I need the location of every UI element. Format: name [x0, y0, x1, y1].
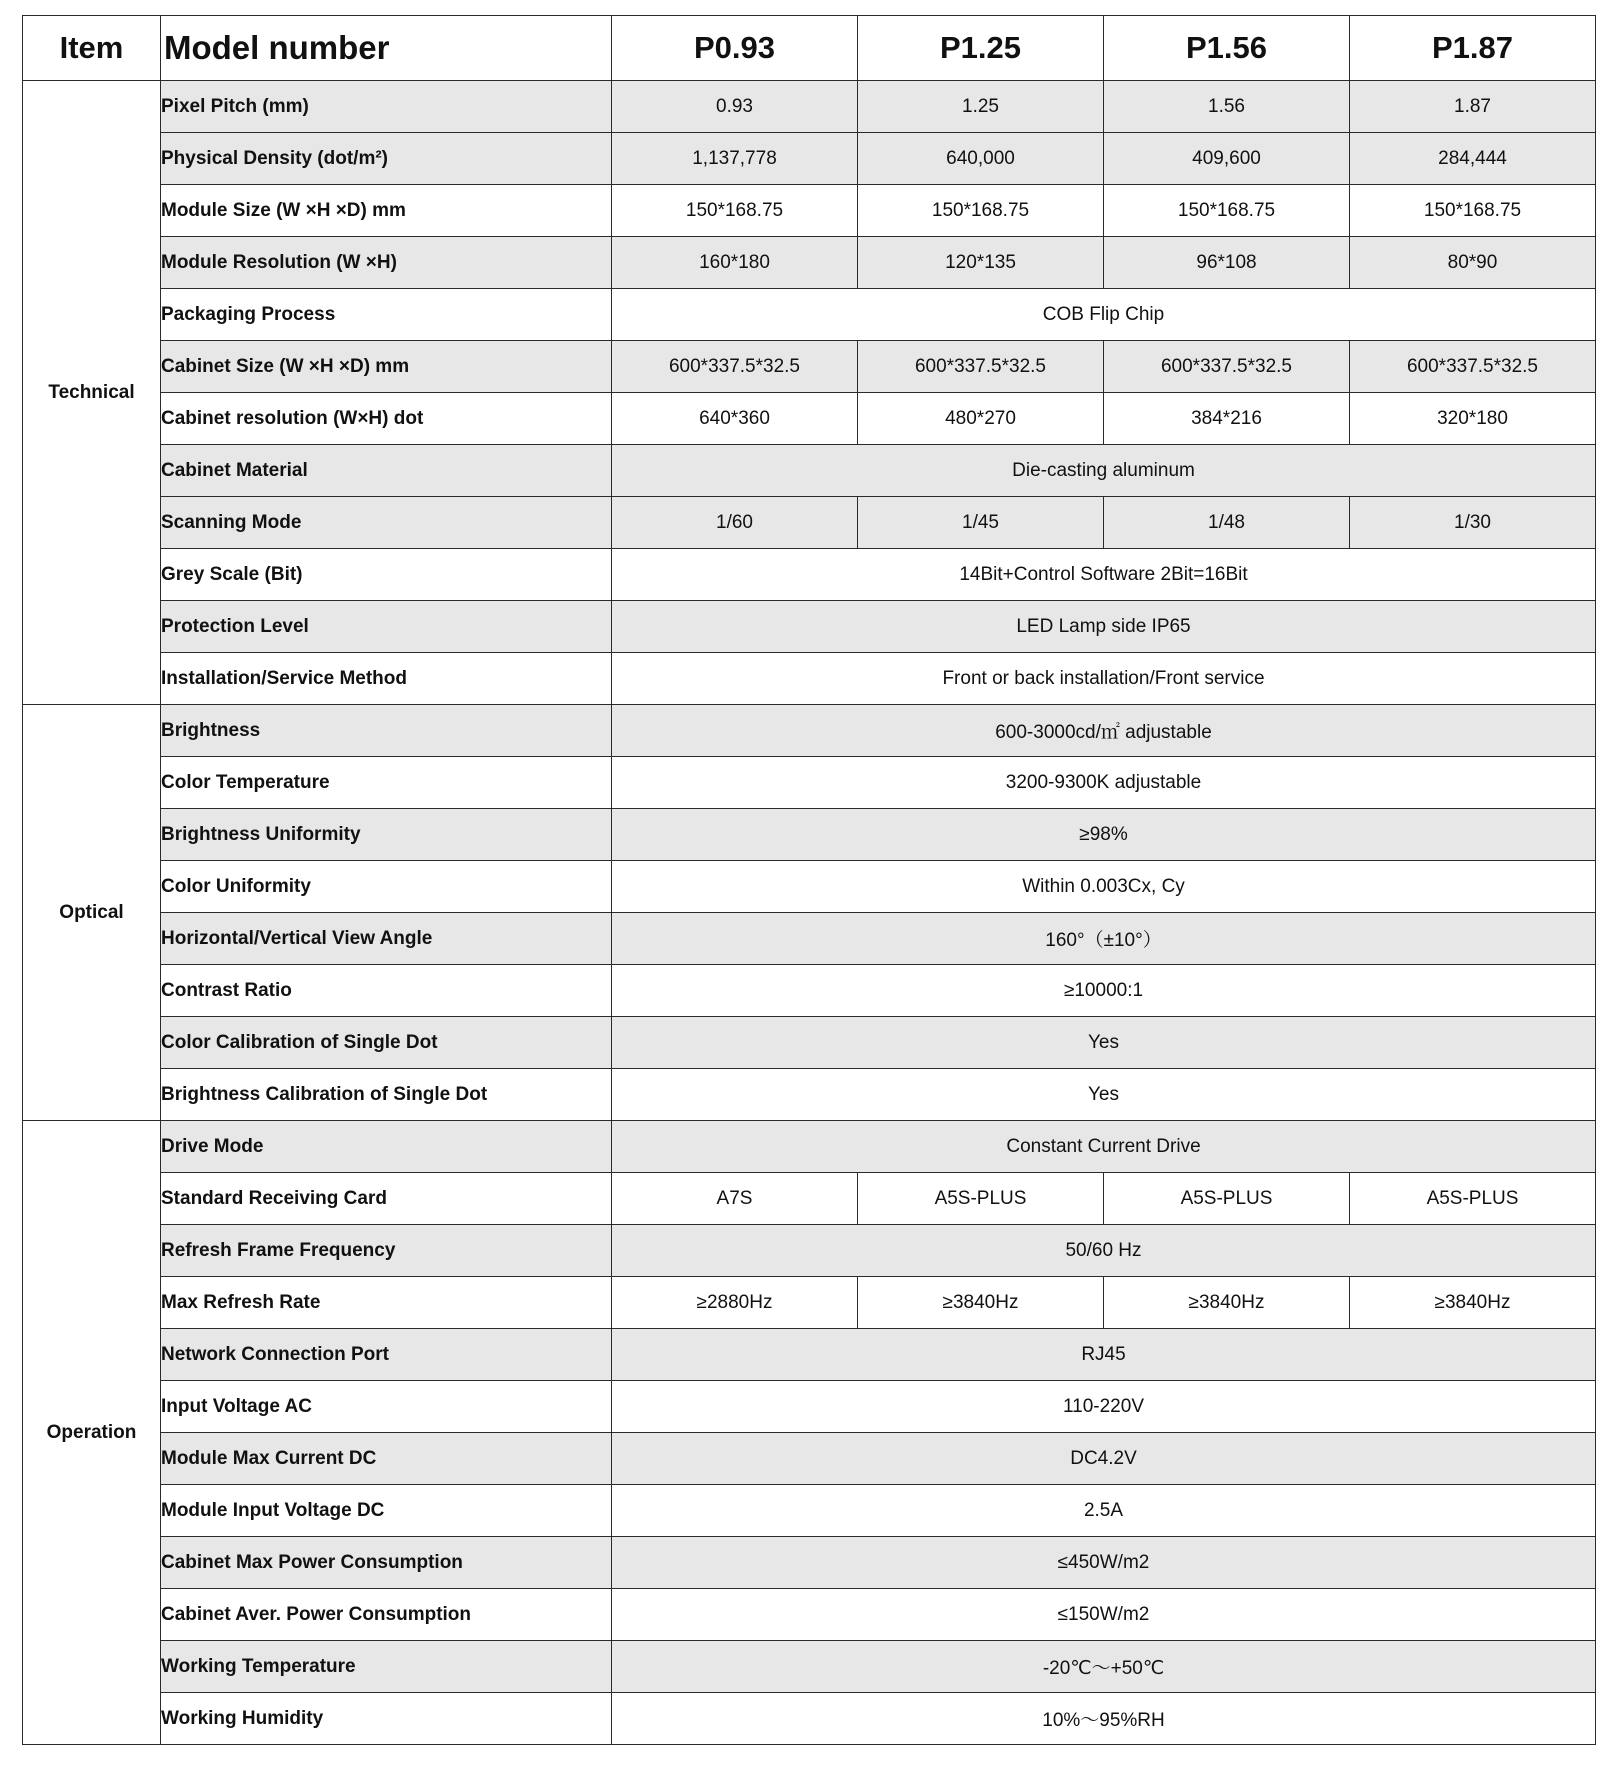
value-cell-shared: 160°（±10°）: [612, 913, 1596, 965]
table-row: [23, 705, 1596, 757]
value-cell: 600*337.5*32.5: [1350, 341, 1596, 393]
parameter-label: Physical Density (dot/m²): [161, 133, 612, 185]
table-row: [23, 1589, 1596, 1641]
parameter-label: Cabinet Aver. Power Consumption: [161, 1589, 612, 1641]
table-row: [23, 1381, 1596, 1433]
table-row: [23, 965, 1596, 1017]
group-label-technical: Technical: [23, 81, 161, 705]
parameter-label: Packaging Process: [161, 289, 612, 341]
value-cell: 1/30: [1350, 497, 1596, 549]
value-cell: 480*270: [858, 393, 1104, 445]
parameter-label: Refresh Frame Frequency: [161, 1225, 612, 1277]
value-cell-shared: Yes: [612, 1017, 1596, 1069]
table-row: [23, 289, 1596, 341]
table-row: [23, 1069, 1596, 1121]
parameter-label: Cabinet resolution (W×H) dot: [161, 393, 612, 445]
value-cell: 640*360: [612, 393, 858, 445]
table-row: [23, 1433, 1596, 1485]
value-cell: 1/60: [612, 497, 858, 549]
value-cell-shared: Constant Current Drive: [612, 1121, 1596, 1173]
value-cell: 150*168.75: [1350, 185, 1596, 237]
value-cell: 409,600: [1104, 133, 1350, 185]
table-row: [23, 757, 1596, 809]
table-row: [23, 81, 1596, 133]
value-cell-shared: COB Flip Chip: [612, 289, 1596, 341]
value-cell: 1,137,778: [612, 133, 858, 185]
parameter-label: Working Humidity: [161, 1693, 612, 1745]
table-row: [23, 237, 1596, 289]
value-cell: 1/48: [1104, 497, 1350, 549]
table-row: [23, 1329, 1596, 1381]
value-cell: 80*90: [1350, 237, 1596, 289]
value-cell-shared: Within 0.003Cx, Cy: [612, 861, 1596, 913]
table-row: [23, 1641, 1596, 1693]
value-cell-shared: Yes: [612, 1069, 1596, 1121]
model-header: P1.56: [1104, 16, 1350, 81]
value-cell: 120*135: [858, 237, 1104, 289]
parameter-label: Cabinet Max Power Consumption: [161, 1537, 612, 1589]
table-row: [23, 1173, 1596, 1225]
model-header: P1.25: [858, 16, 1104, 81]
model-header: P1.87: [1350, 16, 1596, 81]
value-cell: A5S-PLUS: [1350, 1173, 1596, 1225]
table-row: [23, 1485, 1596, 1537]
spec-table: [22, 15, 1596, 1745]
table-row: [23, 1121, 1596, 1173]
value-cell-shared: ≥98%: [612, 809, 1596, 861]
parameter-label: Brightness Uniformity: [161, 809, 612, 861]
parameter-label: Pixel Pitch (mm): [161, 81, 612, 133]
parameter-label: Module Input Voltage DC: [161, 1485, 612, 1537]
parameter-label: Module Resolution (W ×H): [161, 237, 612, 289]
parameter-label: Brightness: [161, 705, 612, 757]
parameter-label: Network Connection Port: [161, 1329, 612, 1381]
table-row: [23, 1537, 1596, 1589]
value-cell-shared: ≤450W/m2: [612, 1537, 1596, 1589]
table-row: [23, 1225, 1596, 1277]
spec-body: [23, 81, 1596, 1745]
parameter-label: Module Size (W ×H ×D) mm: [161, 185, 612, 237]
value-cell: 0.93: [612, 81, 858, 133]
value-cell-shared: 2.5A: [612, 1485, 1596, 1537]
group-label-optical: Optical: [23, 705, 161, 1121]
parameter-label: Drive Mode: [161, 1121, 612, 1173]
value-cell-shared: Front or back installation/Front service: [612, 653, 1596, 705]
parameter-label: Grey Scale (Bit): [161, 549, 612, 601]
item-header: Item: [23, 16, 161, 81]
table-row: [23, 1277, 1596, 1329]
value-cell-shared: 3200-9300K adjustable: [612, 757, 1596, 809]
value-cell: 600*337.5*32.5: [858, 341, 1104, 393]
value-cell-shared: 10%～95%RH: [612, 1693, 1596, 1745]
value-cell-shared: ≥10000:1: [612, 965, 1596, 1017]
value-cell: 1.25: [858, 81, 1104, 133]
value-cell: 1.56: [1104, 81, 1350, 133]
parameter-label: Brightness Calibration of Single Dot: [161, 1069, 612, 1121]
value-cell: 284,444: [1350, 133, 1596, 185]
parameter-label: Max Refresh Rate: [161, 1277, 612, 1329]
value-cell-shared: ≤150W/m2: [612, 1589, 1596, 1641]
table-row: [23, 1017, 1596, 1069]
value-cell-shared: RJ45: [612, 1329, 1596, 1381]
value-cell: 150*168.75: [1104, 185, 1350, 237]
parameter-label: Scanning Mode: [161, 497, 612, 549]
table-row: [23, 913, 1596, 965]
value-cell: ≥3840Hz: [1350, 1277, 1596, 1329]
value-cell: ≥3840Hz: [1104, 1277, 1350, 1329]
parameter-label: Contrast Ratio: [161, 965, 612, 1017]
value-cell: 600*337.5*32.5: [612, 341, 858, 393]
value-cell-shared: -20℃～+50℃: [612, 1641, 1596, 1693]
value-cell-shared: LED Lamp side IP65: [612, 601, 1596, 653]
value-cell-shared: 600-3000cd/㎡ adjustable: [612, 705, 1596, 757]
table-row: [23, 861, 1596, 913]
value-cell: 1.87: [1350, 81, 1596, 133]
value-cell: 640,000: [858, 133, 1104, 185]
value-cell-shared: 110-220V: [612, 1381, 1596, 1433]
table-row: [23, 133, 1596, 185]
value-cell-shared: DC4.2V: [612, 1433, 1596, 1485]
parameter-label: Installation/Service Method: [161, 653, 612, 705]
table-row: [23, 393, 1596, 445]
table-row: [23, 445, 1596, 497]
parameter-label: Cabinet Material: [161, 445, 612, 497]
group-label-operation: Operation: [23, 1121, 161, 1745]
table-row: [23, 549, 1596, 601]
parameter-label: Cabinet Size (W ×H ×D) mm: [161, 341, 612, 393]
table-row: [23, 601, 1596, 653]
table-row: [23, 1693, 1596, 1745]
parameter-label: Horizontal/Vertical View Angle: [161, 913, 612, 965]
value-cell: 160*180: [612, 237, 858, 289]
value-cell: A7S: [612, 1173, 858, 1225]
value-cell: 1/45: [858, 497, 1104, 549]
parameter-label: Color Temperature: [161, 757, 612, 809]
table-row: [23, 653, 1596, 705]
value-cell: ≥3840Hz: [858, 1277, 1104, 1329]
value-cell: 384*216: [1104, 393, 1350, 445]
parameter-label: Input Voltage AC: [161, 1381, 612, 1433]
parameter-label: Working Temperature: [161, 1641, 612, 1693]
value-cell: 600*337.5*32.5: [1104, 341, 1350, 393]
value-cell: 150*168.75: [612, 185, 858, 237]
model-header: P0.93: [612, 16, 858, 81]
value-cell: 150*168.75: [858, 185, 1104, 237]
table-row: [23, 497, 1596, 549]
value-cell: 320*180: [1350, 393, 1596, 445]
header-row: [23, 16, 1596, 81]
value-cell-shared: Die-casting aluminum: [612, 445, 1596, 497]
table-row: [23, 809, 1596, 861]
parameter-label: Standard Receiving Card: [161, 1173, 612, 1225]
table-row: [23, 341, 1596, 393]
value-cell: 96*108: [1104, 237, 1350, 289]
value-cell-shared: 14Bit+Control Software 2Bit=16Bit: [612, 549, 1596, 601]
value-cell: A5S-PLUS: [1104, 1173, 1350, 1225]
parameter-label: Color Uniformity: [161, 861, 612, 913]
table-row: [23, 185, 1596, 237]
parameter-label: Color Calibration of Single Dot: [161, 1017, 612, 1069]
value-cell: ≥2880Hz: [612, 1277, 858, 1329]
value-cell: A5S-PLUS: [858, 1173, 1104, 1225]
value-cell-shared: 50/60 Hz: [612, 1225, 1596, 1277]
model-number-header: Model number: [161, 16, 612, 81]
parameter-label: Module Max Current DC: [161, 1433, 612, 1485]
parameter-label: Protection Level: [161, 601, 612, 653]
